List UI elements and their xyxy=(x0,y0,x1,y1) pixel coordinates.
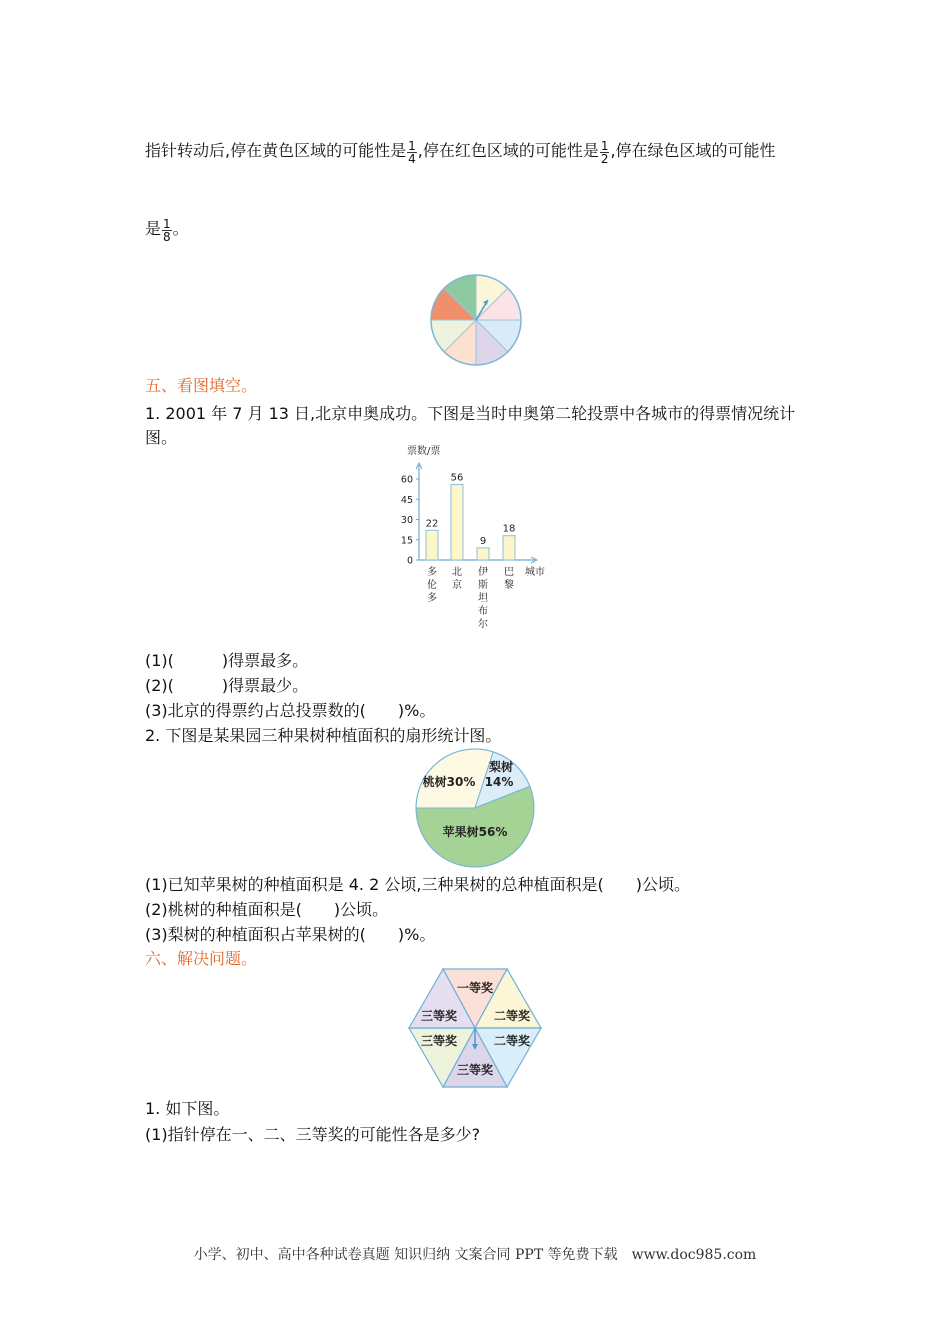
section6-q1-a: (1)指针停在一、二、三等奖的可能性各是多少? xyxy=(145,1125,481,1144)
category-label: 伦 xyxy=(427,580,437,591)
section6-heading: 六、解决问题。 xyxy=(145,949,258,968)
intro-line-2: 是 $\frac{1}{8}$ 。 xyxy=(145,217,189,244)
q2-item-c: (3)梨树的种植面积占苹果树的( )%。 xyxy=(145,925,436,944)
category-label: 多 xyxy=(427,593,437,604)
pie-label: 14% xyxy=(484,775,514,789)
prize-label: 二等奖 xyxy=(493,1009,531,1023)
y-tick-label: 60 xyxy=(400,474,413,486)
bar-value-label: 56 xyxy=(450,472,464,484)
pie-label: 苹果树56% xyxy=(442,825,508,839)
prize-label: 三等奖 xyxy=(456,1063,494,1077)
q2-item-a: (1)已知苹果树的种植面积是 4. 2 公顷,三种果树的总种植面积是( )公顷。 xyxy=(145,875,690,894)
bar xyxy=(477,548,489,560)
bar xyxy=(503,536,515,560)
y-tick-label: 45 xyxy=(400,494,413,506)
bar-value-label: 22 xyxy=(425,518,439,530)
x-axis-label: 城市 xyxy=(525,567,545,578)
q1-item-a: (1)( )得票最多。 xyxy=(145,651,309,670)
q1-item-c: (3)北京的得票约占总投票数的( )%。 xyxy=(145,701,436,720)
category-label: 尔 xyxy=(478,619,488,630)
q2-title: 2. 下图是某果园三种果树种植面积的扇形统计图。 xyxy=(145,726,502,745)
category-label: 黎 xyxy=(504,580,514,591)
prize-label: 一等奖 xyxy=(456,981,494,995)
intro-line-1 xyxy=(145,140,776,165)
category-label: 斯 xyxy=(478,580,488,591)
y-tick-label: 15 xyxy=(400,535,413,547)
category-label: 北 xyxy=(452,567,462,578)
q1-line-2: 图。 xyxy=(145,428,178,447)
category-label: 布 xyxy=(478,606,488,617)
intro-text-b: ,停在红色区域的可能性是 xyxy=(417,141,599,160)
category-label: 伊 xyxy=(478,567,488,578)
prize-label: 二等奖 xyxy=(493,1034,531,1048)
category-label: 坦 xyxy=(478,593,488,604)
q1-line-1: 1. 2001 年 7 月 13 日,北京申奥成功。下图是当时申奥第二轮投票中各城市的得票情况统计 xyxy=(145,404,796,423)
category-label: 巴 xyxy=(504,567,514,578)
category-label: 京 xyxy=(452,580,462,591)
pie-label: 桃树30% xyxy=(422,775,476,789)
y-axis-label: 票数/票 xyxy=(407,446,441,457)
page-footer: 小学、初中、高中各种试卷真题 知识归纳 文案合同 PPT 等免费下载 www.doc985.com xyxy=(193,1247,757,1263)
fraction-yellow: $\frac{1}{4}$ xyxy=(408,139,416,166)
bar xyxy=(426,530,438,560)
section5-heading: 五、看图填空。 xyxy=(145,376,258,395)
fraction-green: $\frac{1}{8}$ xyxy=(163,217,171,244)
pie-chart xyxy=(412,748,538,868)
prize-label: 三等奖 xyxy=(420,1034,458,1048)
bar-value-label: 9 xyxy=(479,535,487,547)
intro-text-a: 指针转动后,停在黄色区域的可能性是 xyxy=(145,141,407,160)
category-label: 多 xyxy=(427,567,437,578)
pie-label: 梨树 xyxy=(488,760,514,774)
y-tick-label: 0 xyxy=(406,555,413,567)
bar-chart xyxy=(395,440,560,635)
intro-text-c: ,停在绿色区域的可能性 xyxy=(610,141,776,160)
bar-value-label: 18 xyxy=(502,523,516,535)
prize-hexagon-spinner xyxy=(405,966,545,1090)
spinner-figure xyxy=(427,274,525,366)
prize-label: 三等奖 xyxy=(420,1009,458,1023)
section6-q1: 1. 如下图。 xyxy=(145,1099,230,1118)
y-tick-label: 30 xyxy=(400,515,413,526)
q1-item-b: (2)( )得票最少。 xyxy=(145,676,309,695)
q2-item-b: (2)桃树的种植面积是( )公顷。 xyxy=(145,900,389,919)
fraction-red: $\frac{1}{2}$ xyxy=(600,139,609,166)
bar xyxy=(451,484,463,560)
